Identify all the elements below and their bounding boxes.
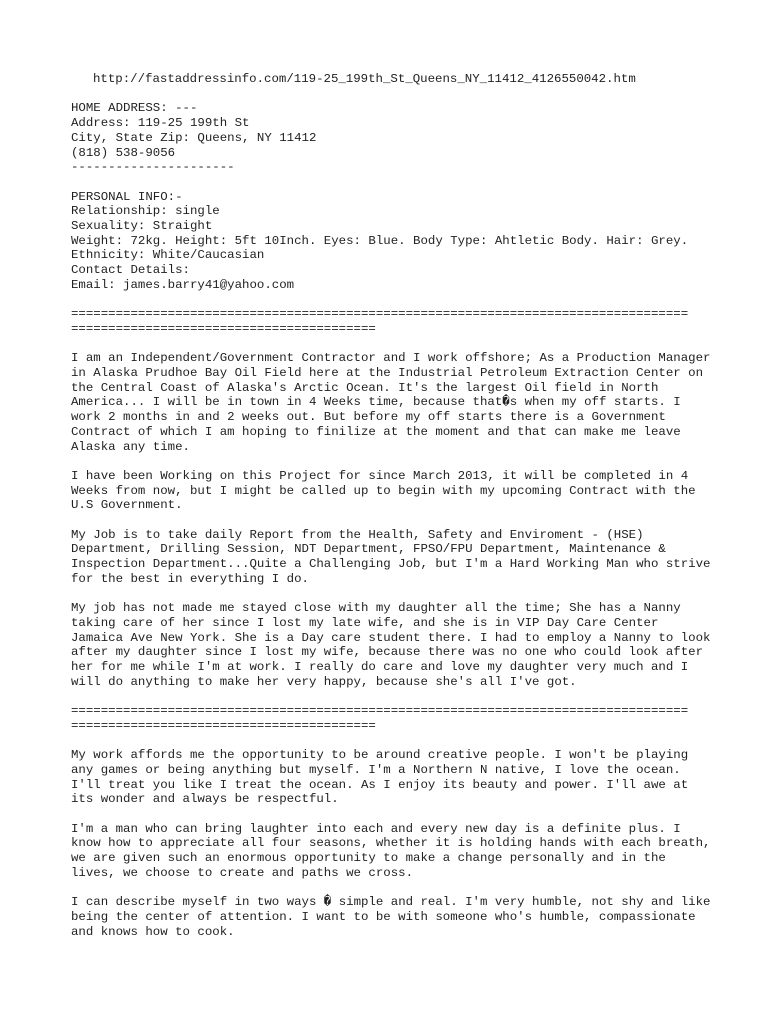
document-page xyxy=(71,72,761,939)
contact-details-line: Contact Details: xyxy=(71,263,190,278)
home-address-block xyxy=(71,101,761,175)
separator-line: ========================================= xyxy=(71,321,376,336)
separator-line: =================================================================================== xyxy=(71,704,689,719)
section1-paragraph: I am an Independent/Government Contractor and I work offshore; As a Production Manager in Alaska Prudhoe Bay Oil Field here at the Industrial Petroleum Extraction Center on the Central Coast of Alaska's Arctic Ocean. It's the largest Oil field in North America... I will be in town in 4 Weeks time, because that�s when my off starts. I work 2 months in and 2 weeks out. But before my off starts there is a Government Contract of which I am hoping to finilize at the moment and that can make me leave Alaska any time. xyxy=(71,351,711,454)
phone-number: (818) 538-9056 xyxy=(71,145,176,160)
sexuality-line: Sexuality: Straight xyxy=(71,219,213,233)
section2-paragraph: I'm a man who can bring laughter into each and every new day is a definite plus. I know how to appreciate all four seasons, whether it is holding hands with each breath, we are given such an enormous opportunity to make a change personally and in the lives, we choose to create and paths we cross. xyxy=(71,821,711,880)
separator-2 xyxy=(71,704,761,733)
section1-paragraph: My Job is to take daily Report from the Health, Safety and Enviroment - (HSE) Department, Drilling Session, NDT Department, FPSO/FPU Department, Maintenance & Inspection Department...Quite a Challenging Job, but I'm a Hard Working Man who strive for the best in everything I do. xyxy=(71,527,711,586)
section2-paragraph: I can describe myself in two ways � simple and real. I'm very humble, not shy and like being the center of attention. I want to be with someone who's humble, compassionate and knows how to cook. xyxy=(71,895,711,939)
separator-1 xyxy=(71,307,761,336)
source-url: http://fastaddressinfo.com/119-25_199th_St_Queens_NY_11412_4126550042.htm xyxy=(93,72,636,86)
section1-paragraph: I have been Working on this Project for since March 2013, it will be completed in 4 Weeks from now, but I might be called up to begin with my upcoming Contract with the U.S Government. xyxy=(71,468,696,513)
physical-details-line: Weight: 72kg. Height: 5ft 10Inch. Eyes: Blue. Body Type: Ahtletic Body. Hair: Grey. xyxy=(71,233,689,248)
dash-rule: ---------------------- xyxy=(71,160,235,175)
personal-info-heading: PERSONAL INFO:- xyxy=(71,189,183,204)
email-line: Email: james.barry41@yahoo.com xyxy=(71,277,295,292)
personal-info-block xyxy=(71,190,761,293)
section1-paragraph: My job has not made me stayed close with my daughter all the time; She has a Nanny taking care of her since I lost my late wife, and she is in VIP Day Care Center Jamaica Ave New York. She is a Day care student there. I had to employ a Nanny to look after my daughter since I lost my wife, because there was no one who could look after her for me while I'm at work. I really do care and love my daughter very much and I will do anything to make her very happy, because she's all I've got. xyxy=(71,601,711,689)
ethnicity-line: Ethnicity: White/Caucasian xyxy=(71,248,265,263)
home-address-heading: HOME ADDRESS: --- xyxy=(71,101,198,116)
section2-paragraph: My work affords me the opportunity to be around creative people. I won't be playing any games or being anything but myself. I'm a Northern N native, I love the ocean. I'll treat you like I treat the ocean. As I enjoy its beauty and power. I'll awe at its wonder and always be respectful. xyxy=(71,748,689,807)
city-state-zip: City, State Zip: Queens, NY 11412 xyxy=(71,130,317,145)
separator-line: =================================================================================== xyxy=(71,307,689,322)
separator-line: ========================================= xyxy=(71,718,376,733)
street-address: Address: 119-25 199th St xyxy=(71,116,250,131)
relationship-line: Relationship: single xyxy=(71,204,220,219)
